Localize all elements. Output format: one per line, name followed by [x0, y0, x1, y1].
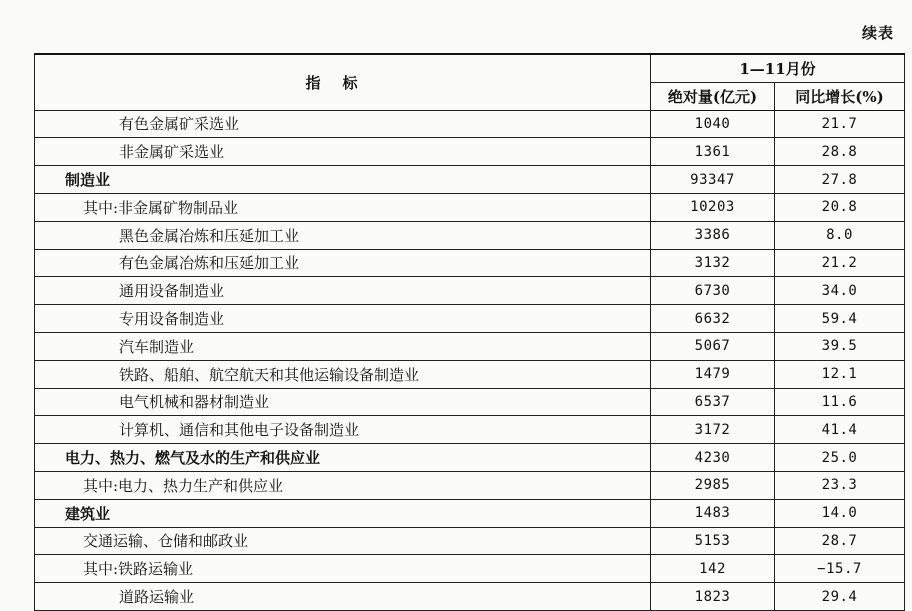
- indicator-cell: 通用设备制造业: [35, 277, 651, 305]
- yoy-growth-cell: 14.0: [775, 499, 905, 527]
- table-row: [35, 444, 905, 472]
- yoy-growth-cell: 39.5: [775, 332, 905, 360]
- indicator-header: 指标: [35, 54, 651, 110]
- indicator-cell: 道路运输业: [35, 583, 651, 611]
- table-row: [35, 305, 905, 333]
- indicator-cell: 制造业: [35, 166, 651, 194]
- table-row: [35, 110, 905, 138]
- table-row: [35, 166, 905, 194]
- absolute-value-cell: 5067: [651, 332, 775, 360]
- absolute-value-cell: 6537: [651, 388, 775, 416]
- indicator-cell: 其中:电力、热力生产和供应业: [35, 471, 651, 499]
- yoy-growth-cell: 11.6: [775, 388, 905, 416]
- table-row: [35, 471, 905, 499]
- absolute-value-header: 绝对量(亿元): [651, 82, 775, 110]
- indicator-cell: 铁路、船舶、航空航天和其他运输设备制造业: [35, 360, 651, 388]
- indicator-cell: 黑色金属冶炼和压延加工业: [35, 221, 651, 249]
- table-header: [35, 54, 905, 110]
- yoy-growth-cell: 29.4: [775, 583, 905, 611]
- indicator-cell: 交通运输、仓储和邮政业: [35, 527, 651, 555]
- indicator-cell: 其中:非金属矿物制品业: [35, 193, 651, 221]
- absolute-value-cell: 3132: [651, 249, 775, 277]
- indicator-cell: 其中:铁路运输业: [35, 555, 651, 583]
- absolute-value-cell: 93347: [651, 166, 775, 194]
- indicator-cell: 电力、热力、燃气及水的生产和供应业: [35, 444, 651, 472]
- yoy-growth-cell: 25.0: [775, 444, 905, 472]
- yoy-growth-header: 同比增长(%): [775, 82, 905, 110]
- table-row: [35, 277, 905, 305]
- absolute-value-cell: 1483: [651, 499, 775, 527]
- absolute-value-cell: 2985: [651, 471, 775, 499]
- absolute-value-cell: 6730: [651, 277, 775, 305]
- absolute-value-cell: 6632: [651, 305, 775, 333]
- table-row: [35, 527, 905, 555]
- yoy-growth-cell: 12.1: [775, 360, 905, 388]
- statistics-table: [34, 53, 905, 611]
- table-row: [35, 583, 905, 611]
- table-row: [35, 499, 905, 527]
- yoy-growth-cell: 34.0: [775, 277, 905, 305]
- absolute-value-cell: 3386: [651, 221, 775, 249]
- indicator-cell: 有色金属矿采选业: [35, 110, 651, 138]
- table-row: [35, 332, 905, 360]
- absolute-value-cell: 3172: [651, 416, 775, 444]
- yoy-growth-cell: 27.8: [775, 166, 905, 194]
- table-row: [35, 388, 905, 416]
- indicator-cell: 计算机、通信和其他电子设备制造业: [35, 416, 651, 444]
- absolute-value-cell: 4230: [651, 444, 775, 472]
- yoy-growth-cell: 41.4: [775, 416, 905, 444]
- table-body: [35, 110, 905, 610]
- absolute-value-cell: 1040: [651, 110, 775, 138]
- yoy-growth-cell: 59.4: [775, 305, 905, 333]
- indicator-cell: 专用设备制造业: [35, 305, 651, 333]
- yoy-growth-cell: 28.7: [775, 527, 905, 555]
- period-header: 1—11月份: [651, 54, 905, 82]
- yoy-growth-cell: 23.3: [775, 471, 905, 499]
- table-row: [35, 193, 905, 221]
- yoy-growth-cell: 21.7: [775, 110, 905, 138]
- yoy-growth-cell: 21.2: [775, 249, 905, 277]
- yoy-growth-cell: 20.8: [775, 193, 905, 221]
- absolute-value-cell: 1479: [651, 360, 775, 388]
- absolute-value-cell: 142: [651, 555, 775, 583]
- table-row: [35, 416, 905, 444]
- yoy-growth-cell: 28.8: [775, 138, 905, 166]
- table-row: [35, 221, 905, 249]
- table-row: [35, 555, 905, 583]
- indicator-cell: 电气机械和器材制造业: [35, 388, 651, 416]
- indicator-cell: 建筑业: [35, 499, 651, 527]
- indicator-cell: 汽车制造业: [35, 332, 651, 360]
- table-row: [35, 138, 905, 166]
- indicator-cell: 有色金属冶炼和压延加工业: [35, 249, 651, 277]
- table-row: [35, 249, 905, 277]
- indicator-cell: 非金属矿采选业: [35, 138, 651, 166]
- absolute-value-cell: 5153: [651, 527, 775, 555]
- continued-label: 续表: [862, 24, 895, 42]
- absolute-value-cell: 1361: [651, 138, 775, 166]
- absolute-value-cell: 1823: [651, 583, 775, 611]
- yoy-growth-cell: 8.0: [775, 221, 905, 249]
- absolute-value-cell: 10203: [651, 193, 775, 221]
- yoy-growth-cell: −15.7: [775, 555, 905, 583]
- table-row: [35, 360, 905, 388]
